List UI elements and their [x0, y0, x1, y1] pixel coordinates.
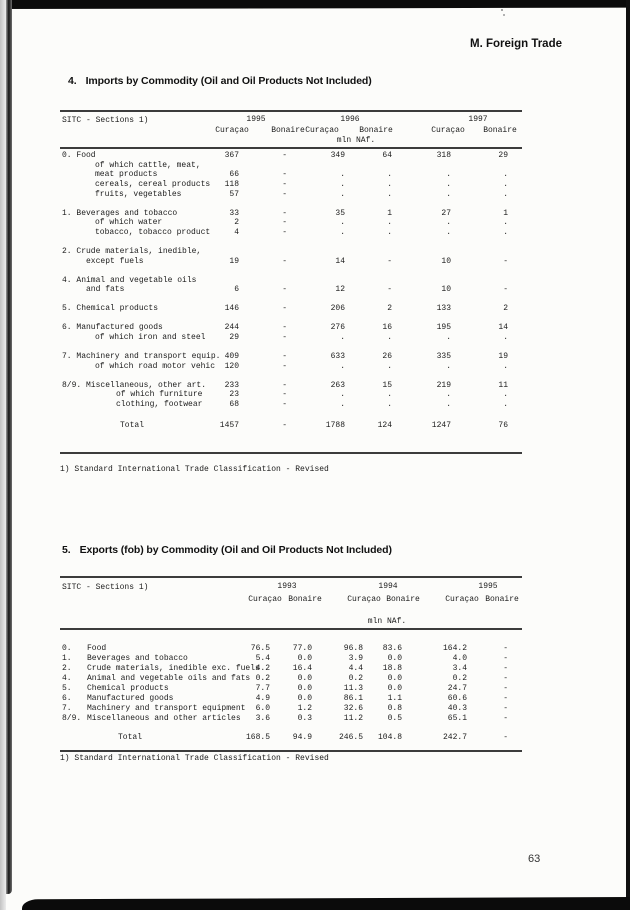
row-label: clothing, footwear	[116, 400, 203, 410]
cell-value: 57	[229, 189, 239, 199]
cell-value: 0.8	[387, 704, 402, 713]
cell-value: 2	[503, 304, 508, 314]
table-row	[60, 362, 522, 372]
cell-value: 66	[229, 170, 239, 180]
cell-value: .	[340, 361, 345, 371]
year-label: 1993	[277, 582, 297, 591]
table-rule-top	[60, 576, 522, 578]
row-label: meat products	[95, 170, 158, 180]
table-row	[60, 400, 522, 410]
table-row	[60, 333, 522, 343]
section-5-title: Exports (fob) by Commodity (Oil and Oil Products Not Included)	[79, 544, 392, 556]
table-row	[60, 654, 522, 664]
table-row	[60, 228, 522, 238]
cell-value: 35	[335, 208, 345, 218]
cell-value: 77.0	[292, 644, 312, 653]
cell-value: .	[503, 228, 508, 238]
cell-value: -	[282, 170, 287, 180]
table-row	[60, 694, 522, 704]
cell-value: 206	[330, 304, 345, 314]
row-label: 8/9. Miscellaneous, other art.	[62, 380, 207, 390]
total-label: Total	[120, 420, 145, 430]
cell-value: -	[503, 654, 508, 663]
cell-value: -	[282, 304, 287, 314]
cell-value: .	[446, 180, 451, 190]
year-label: 1994	[378, 582, 398, 591]
row-code: 2.	[62, 664, 72, 673]
cell-value: .	[503, 170, 508, 180]
cell-value: 1788	[325, 420, 345, 430]
row-label: 4. Animal and vegetable oils	[62, 275, 197, 285]
cell-value: 367	[224, 151, 239, 160]
scan-bottom-edge	[22, 897, 630, 910]
cell-value: -	[282, 256, 287, 266]
cell-value: 2	[387, 304, 392, 314]
cell-value: -	[503, 733, 508, 742]
cell-value: 409	[224, 352, 239, 362]
cell-value: .	[387, 333, 392, 343]
cell-value: 1457	[219, 420, 239, 430]
cell-value: 29	[229, 333, 239, 343]
row-label: of which water	[95, 218, 163, 228]
scan-right-edge	[626, 0, 630, 910]
scan-speck	[501, 9, 503, 11]
cell-value: -	[282, 208, 287, 218]
section-5-heading	[62, 544, 392, 556]
cell-value: 27	[441, 208, 451, 218]
cell-value: 19	[229, 256, 239, 266]
cell-value: .	[503, 400, 508, 410]
cell-value: .	[340, 390, 345, 400]
table-row	[60, 704, 522, 714]
exports-table-rows	[60, 644, 522, 743]
scan-spine-shadow	[6, 0, 12, 894]
cell-value: 0.3	[297, 714, 312, 723]
cell-value: 64	[382, 151, 392, 160]
cell-value: 0.2	[255, 674, 270, 683]
cell-value: 7.7	[255, 684, 270, 693]
column-header: Bonaire	[485, 595, 519, 604]
cell-value: 4	[234, 228, 239, 238]
table-row	[60, 352, 522, 362]
total-row	[60, 733, 522, 743]
unit-label: mln NAf.	[336, 136, 376, 145]
row-label: and fats	[86, 285, 125, 295]
cell-value: 6.0	[255, 704, 270, 713]
footnote: 1) Standard International Trade Classification - Revised	[60, 754, 329, 763]
cell-value: 6	[234, 285, 239, 295]
row-label: Manufactured goods	[87, 694, 174, 703]
cell-value: .	[340, 228, 345, 238]
row-label: tobacco, tobacco product	[95, 228, 211, 238]
cell-value: 124	[377, 420, 392, 430]
cell-value: 276	[330, 323, 345, 333]
cell-value: 15	[382, 380, 392, 390]
cell-value: 16.4	[292, 664, 312, 673]
cell-value: 0.2	[348, 674, 363, 683]
section-5-number: 5.	[62, 544, 71, 556]
exports-table	[60, 576, 522, 756]
cell-value: 1247	[431, 420, 451, 430]
cell-value: -	[282, 151, 287, 160]
cell-value: -	[282, 180, 287, 190]
cell-value: .	[503, 333, 508, 343]
cell-value: 164.2	[442, 644, 467, 653]
cell-value: .	[446, 189, 451, 199]
row-code: 6.	[62, 694, 72, 703]
cell-value: 263	[330, 380, 345, 390]
cell-value: 1	[503, 208, 508, 218]
cell-value: .	[387, 180, 392, 190]
cell-value: -	[282, 380, 287, 390]
cell-value: 16	[382, 323, 392, 333]
cell-value: 11.3	[343, 684, 363, 693]
cell-value: -	[387, 285, 392, 295]
cell-value: 233	[224, 380, 239, 390]
cell-value: .	[446, 333, 451, 343]
row-label: fruits, vegetables	[95, 189, 182, 199]
table-row	[60, 714, 522, 724]
cell-value: .	[340, 170, 345, 180]
cell-value: 4.4	[348, 664, 363, 673]
section-4-heading	[68, 75, 372, 87]
cell-value: 2	[234, 218, 239, 228]
cell-value: 0.2	[452, 674, 467, 683]
imports-table-rows	[60, 151, 522, 431]
row-label: except fuels	[86, 256, 144, 266]
cell-value: 0.0	[387, 654, 402, 663]
cell-value: .	[503, 180, 508, 190]
row-label: of which cattle, meat,	[95, 160, 201, 170]
cell-value: -	[282, 189, 287, 199]
cell-value: 0.0	[297, 694, 312, 703]
cell-value: .	[340, 180, 345, 190]
cell-value: -	[503, 644, 508, 653]
cell-value: -	[282, 285, 287, 295]
row-label: 7. Machinery and transport equip.	[62, 352, 221, 362]
cell-value: 18.8	[382, 664, 402, 673]
row-label: Miscellaneous and other articles	[87, 714, 241, 723]
cell-value: 0.0	[387, 674, 402, 683]
cell-value: -	[282, 323, 287, 333]
table-row	[60, 323, 522, 333]
cell-value: -	[503, 285, 508, 295]
row-label: of which road motor vehic	[95, 361, 216, 371]
cell-value: 10	[441, 256, 451, 266]
column-header: Curaçao	[305, 126, 339, 135]
cell-value: .	[340, 189, 345, 199]
cell-value: .	[446, 361, 451, 371]
cell-value: -	[503, 714, 508, 723]
imports-table	[60, 110, 522, 458]
cell-value: 335	[436, 352, 451, 362]
table-row	[60, 304, 522, 314]
cell-value: -	[282, 400, 287, 410]
cell-value: 5.4	[255, 654, 270, 663]
footnote: 1) Standard International Trade Classification - Revised	[60, 465, 329, 474]
table-row	[60, 190, 522, 200]
row-label: of which furniture	[116, 390, 203, 400]
cell-value: 0.5	[387, 714, 402, 723]
column-header: Curaçao	[248, 595, 282, 604]
cell-value: 26	[382, 352, 392, 362]
cell-value: 94.9	[292, 733, 312, 742]
cell-value: 3.4	[452, 664, 467, 673]
cell-value: .	[503, 189, 508, 199]
cell-value: -	[387, 256, 392, 266]
row-label: cereals, cereal products	[95, 180, 211, 190]
cell-value: -	[282, 390, 287, 400]
table-row	[60, 276, 522, 286]
cell-value: -	[503, 704, 508, 713]
cell-value: -	[282, 420, 287, 430]
cell-value: .	[446, 400, 451, 410]
cell-value: 1.2	[297, 704, 312, 713]
row-code: 8/9.	[62, 714, 82, 723]
cell-value: 0.0	[297, 684, 312, 693]
cell-value: -	[503, 674, 508, 683]
year-label: 1995	[478, 582, 498, 591]
cell-value: 19	[498, 352, 508, 362]
table-rule-bottom	[60, 452, 522, 454]
cell-value: 14	[498, 323, 508, 333]
table-row	[60, 684, 522, 694]
table-row	[60, 209, 522, 219]
table-rule-bottom	[60, 750, 522, 752]
column-header: Curaçao	[347, 595, 381, 604]
row-label: Machinery and transport equipment	[87, 704, 246, 713]
cell-value: .	[446, 228, 451, 238]
cell-value: .	[446, 218, 451, 228]
cell-value: .	[387, 189, 392, 199]
section-4-number: 4.	[68, 75, 77, 87]
cell-value: -	[503, 694, 508, 703]
cell-value: 3.6	[255, 714, 270, 723]
table-row	[60, 218, 522, 228]
page-number: 63	[528, 853, 541, 865]
cell-value: 120	[224, 361, 239, 371]
year-label: 1995	[246, 115, 266, 124]
row-code: 5.	[62, 684, 72, 693]
cell-value: 0.0	[387, 684, 402, 693]
cell-value: 10	[441, 285, 451, 295]
scan-top-edge	[0, 0, 630, 9]
column-header: Curaçao	[431, 126, 465, 135]
table-row	[60, 674, 522, 684]
cell-value: 244	[224, 323, 239, 333]
row-label: Animal and vegetable oils and fats	[87, 674, 251, 683]
row-label: 6. Manufactured goods	[62, 323, 163, 333]
cell-value: .	[387, 228, 392, 238]
cell-value: 168.5	[245, 733, 270, 742]
cell-value: .	[387, 400, 392, 410]
cell-value: 349	[330, 151, 345, 160]
column-header: Bonaire	[359, 126, 393, 135]
column-header: Curaçao	[215, 126, 249, 135]
cell-value: 4.0	[452, 654, 467, 663]
cell-value: 40.3	[447, 704, 467, 713]
table-row	[60, 390, 522, 400]
cell-value: .	[503, 218, 508, 228]
table-row	[60, 170, 522, 180]
column-header: Bonaire	[288, 595, 322, 604]
cell-value: 219	[436, 380, 451, 390]
stub-header: SITC - Sections 1)	[62, 116, 149, 125]
row-code: 4.	[62, 674, 72, 683]
cell-value: 104.8	[377, 733, 402, 742]
table-row	[60, 644, 522, 654]
table-row	[60, 257, 522, 267]
row-label: 1. Beverages and tobacco	[62, 208, 178, 218]
row-label: Crude materials, inedible exc. fuels	[87, 664, 260, 673]
cell-value: 23	[229, 390, 239, 400]
cell-value: 195	[436, 323, 451, 333]
unit-label: mln NAf.	[367, 617, 407, 626]
row-label: 0. Food	[62, 151, 96, 160]
cell-value: -	[282, 333, 287, 343]
row-label: Beverages and tobacco	[87, 654, 188, 663]
cell-value: 4.2	[255, 664, 270, 673]
cell-value: .	[503, 361, 508, 371]
cell-value: .	[340, 400, 345, 410]
total-label: Total	[118, 733, 143, 742]
cell-value: 1	[387, 208, 392, 218]
table-row	[60, 180, 522, 190]
table-row	[60, 161, 522, 171]
cell-value: 96.8	[343, 644, 363, 653]
table-row	[60, 664, 522, 674]
stub-header: SITC - Sections 1)	[62, 583, 149, 592]
cell-value: -	[503, 256, 508, 266]
row-label: Food	[87, 644, 107, 653]
cell-value: .	[446, 170, 451, 180]
year-label: 1996	[340, 115, 360, 124]
table-row	[60, 247, 522, 257]
cell-value: .	[387, 361, 392, 371]
column-header: Bonaire	[271, 126, 305, 135]
cell-value: .	[340, 218, 345, 228]
column-header: Curaçao	[445, 595, 479, 604]
cell-value: 76	[498, 420, 508, 430]
table-rule-header	[60, 147, 522, 149]
row-label: of which iron and steel	[95, 333, 206, 343]
cell-value: .	[503, 390, 508, 400]
cell-value: 0.0	[297, 674, 312, 683]
cell-value: 32.6	[343, 704, 363, 713]
cell-value: 12	[335, 285, 345, 295]
cell-value: 633	[330, 352, 345, 362]
section-4-title: Imports by Commodity (Oil and Oil Products Not Included)	[85, 75, 372, 87]
cell-value: .	[387, 218, 392, 228]
total-row	[60, 421, 522, 431]
cell-value: 4.9	[255, 694, 270, 703]
table-row	[60, 381, 522, 391]
row-label: 5. Chemical products	[62, 304, 159, 314]
cell-value: 3.9	[348, 654, 363, 663]
cell-value: .	[446, 390, 451, 400]
table-row	[60, 151, 522, 161]
cell-value: .	[387, 170, 392, 180]
cell-value: 76.5	[250, 644, 270, 653]
cell-value: 83.6	[382, 644, 402, 653]
table-row	[60, 285, 522, 295]
row-label: 2. Crude materials, inedible,	[62, 247, 202, 257]
cell-value: -	[503, 664, 508, 673]
cell-value: 68	[229, 400, 239, 410]
cell-value: 133	[436, 304, 451, 314]
cell-value: 65.1	[447, 714, 467, 723]
cell-value: 86.1	[343, 694, 363, 703]
cell-value: 318	[436, 151, 451, 160]
cell-value: 11.2	[343, 714, 363, 723]
cell-value: -	[282, 218, 287, 228]
cell-value: -	[282, 361, 287, 371]
cell-value: 0.0	[297, 654, 312, 663]
column-header: Bonaire	[386, 595, 420, 604]
row-code: 1.	[62, 654, 72, 663]
year-label: 1997	[468, 115, 488, 124]
row-label: Chemical products	[87, 684, 169, 693]
cell-value: 60.6	[447, 694, 467, 703]
cell-value: 246.5	[338, 733, 363, 742]
cell-value: 242.7	[442, 733, 467, 742]
page-header-title: M. Foreign Trade	[469, 38, 562, 50]
table-rule-header	[60, 628, 522, 630]
cell-value: 146	[224, 304, 239, 314]
cell-value: 33	[229, 208, 239, 218]
cell-value: 14	[335, 256, 345, 266]
cell-value: 11	[498, 380, 508, 390]
row-code: 0.	[62, 644, 72, 653]
table-rule-top	[60, 110, 522, 112]
cell-value: 29	[498, 151, 508, 160]
cell-value: 1.1	[387, 694, 402, 703]
cell-value: -	[282, 228, 287, 238]
cell-value: 24.7	[447, 684, 467, 693]
cell-value: .	[340, 333, 345, 343]
cell-value: -	[503, 684, 508, 693]
column-header: Bonaire	[483, 126, 517, 135]
row-code: 7.	[62, 704, 72, 713]
cell-value: 118	[224, 180, 239, 190]
cell-value: -	[282, 352, 287, 362]
cell-value: .	[387, 390, 392, 400]
